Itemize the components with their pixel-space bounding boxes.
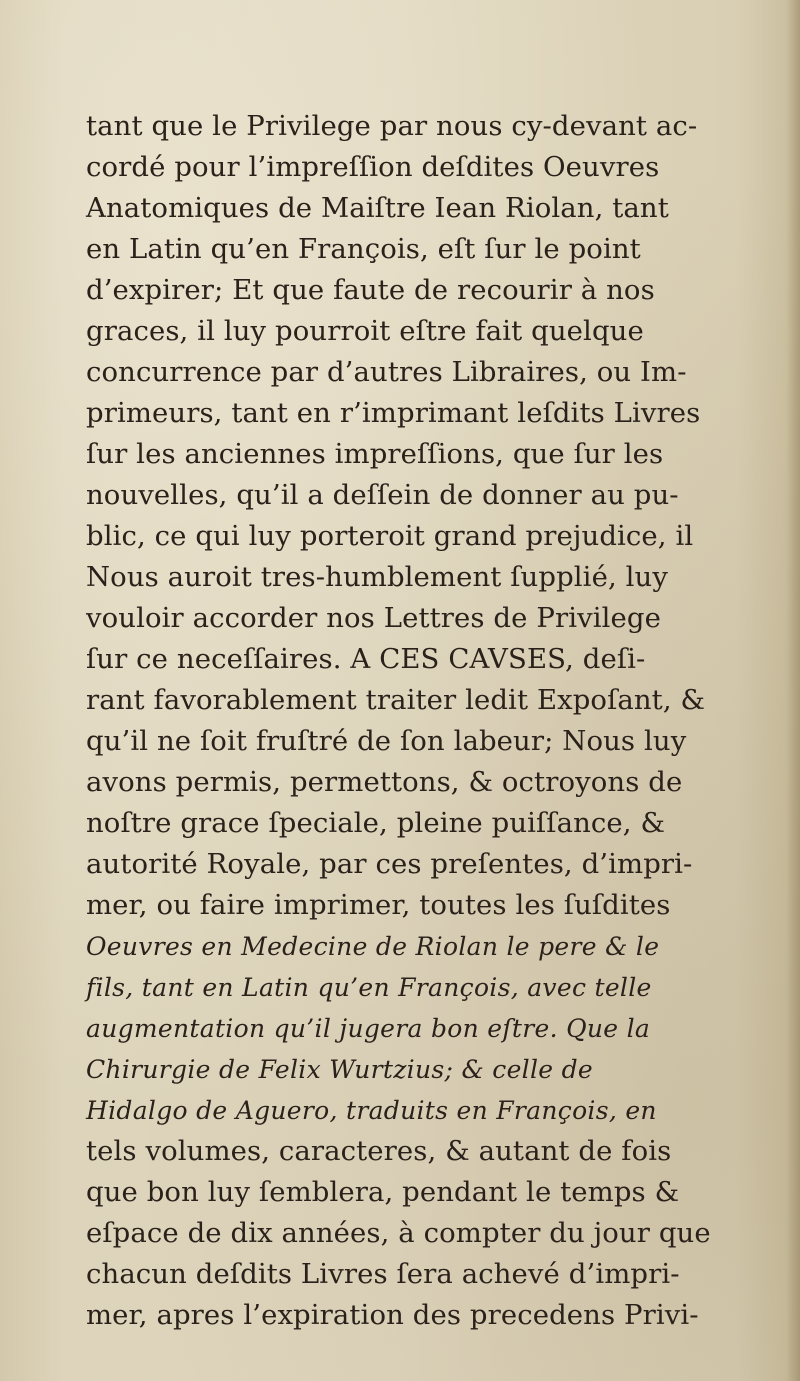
text-line: d’expirer; Et que faute de recourir à nos bbox=[86, 274, 655, 306]
text-line: augmentation qu’il jugera bon eſtre. Que la bbox=[86, 1014, 651, 1043]
text-line: autorité Royale, par ces preſentes, d’impri- bbox=[86, 848, 693, 880]
text-line: cordé pour l’impreſſion deſdites Oeuvres bbox=[86, 151, 660, 183]
text-line: graces, il luy pourroit eſtre fait quelque bbox=[86, 315, 644, 347]
text-line: primeurs, tant en r’imprimant leſdits Livres bbox=[86, 397, 701, 429]
text-line: eſpace de dix années, à compter du jour que bbox=[86, 1217, 711, 1249]
body-text bbox=[86, 106, 786, 1336]
text-line: mer, apres l’expiration des precedens Privi- bbox=[86, 1299, 699, 1331]
text-line: Chirurgie de Felix Wurtzius; & celle de bbox=[86, 1055, 593, 1084]
text-line: que bon luy ſemblera, pendant le temps & bbox=[86, 1176, 680, 1208]
text-line: Oeuvres en Medecine de Riolan le pere & le bbox=[86, 932, 660, 961]
text-line: nouvelles, qu’il a deſſein de donner au pu- bbox=[86, 479, 679, 511]
text-line: ſur ce neceſſaires. A CES CAVSES, deſi- bbox=[86, 643, 646, 675]
text-line: noſtre grace ſpeciale, pleine puiſſance, & bbox=[86, 807, 666, 839]
text-line: blic, ce qui luy porteroit grand prejudice, il bbox=[86, 520, 694, 552]
text-line: concurrence par d’autres Libraires, ou Im- bbox=[86, 356, 687, 388]
text-line: Hidalgo de Aguero, traduits en François, en bbox=[86, 1096, 657, 1125]
text-line: fils, tant en Latin qu’en François, avec telle bbox=[86, 973, 652, 1002]
text-line: Nous auroit tres-humblement ſupplié, luy bbox=[86, 561, 668, 593]
text-line: avons permis, permettons, & octroyons de bbox=[86, 766, 683, 798]
page-edge-shadow bbox=[786, 0, 800, 1381]
text-line: tant que le Privilege par nous cy-devant ac- bbox=[86, 110, 698, 142]
text-line: qu’il ne ſoit fruſtré de ſon labeur; Nous luy bbox=[86, 725, 687, 757]
text-line: rant favorablement traiter ledit Expoſant, & bbox=[86, 684, 706, 716]
text-line: tels volumes, caracteres, & autant de fois bbox=[86, 1135, 672, 1167]
text-line: mer, ou faire imprimer, toutes les ſuſdites bbox=[86, 889, 671, 921]
text-line: en Latin qu’en François, eſt ſur le point bbox=[86, 233, 641, 265]
text-line: ſur les anciennes impreſſions, que ſur les bbox=[86, 438, 664, 470]
text-line: vouloir accorder nos Lettres de Privilege bbox=[86, 602, 661, 634]
text-line: chacun deſdits Livres ſera achevé d’impri- bbox=[86, 1258, 680, 1290]
text-line: Anatomiques de Maiſtre Iean Riolan, tant bbox=[86, 192, 669, 224]
